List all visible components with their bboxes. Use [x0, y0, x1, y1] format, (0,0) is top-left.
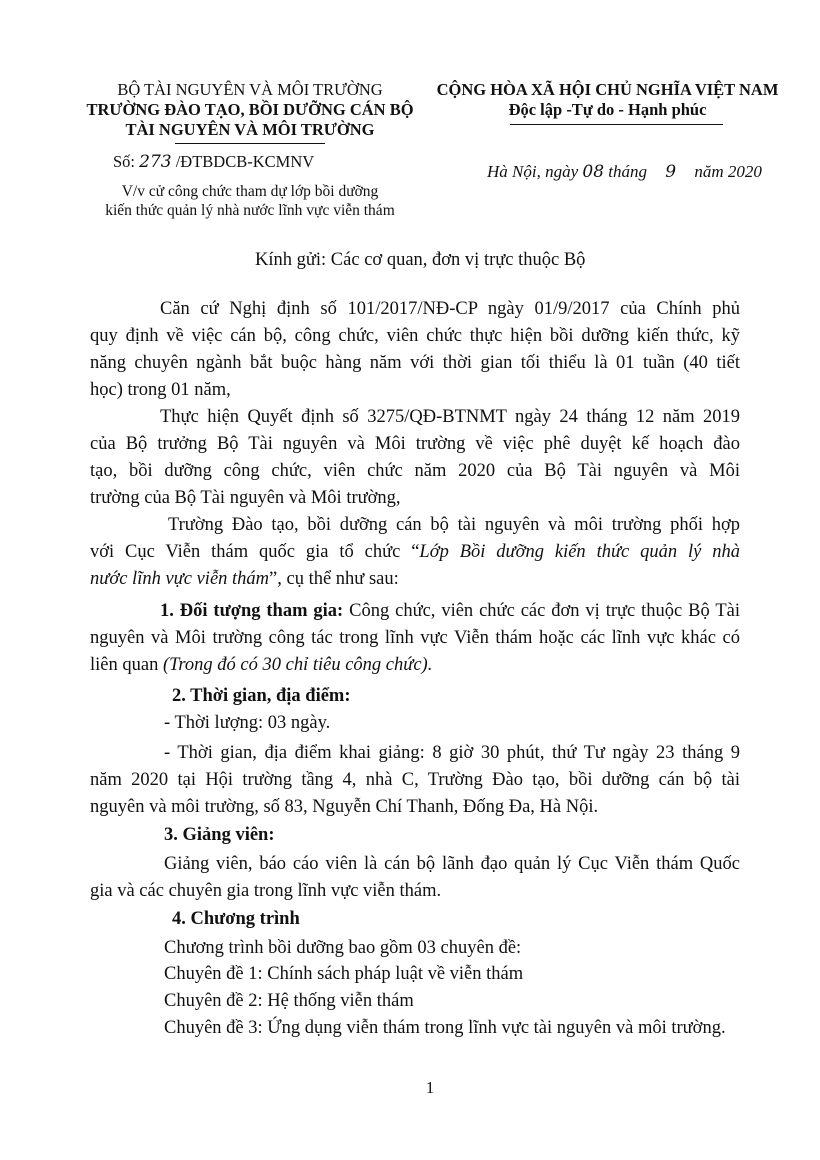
- number-value: 273: [139, 152, 172, 172]
- header-right-underline: [510, 124, 723, 125]
- p3-line3-plain: ”, cụ thể như sau:: [269, 569, 399, 589]
- section1-quota-note: (Trong đó có 30 chỉ tiêu công chức).: [162, 655, 433, 675]
- p2-line3: tạo, bồi dưỡng công chức, viên chức năm 2020 của Bộ Tài nguyên và Môi: [90, 461, 740, 481]
- number-prefix: Số:: [113, 152, 136, 171]
- national-motto: Độc lập -Tự do - Hạnh phúc: [508, 100, 707, 119]
- section2-opening-line2: năm 2020 tại Hội trường tầng 4, nhà C, Trường Đào tạo, bồi dưỡng cán bộ tài: [90, 770, 740, 790]
- subject-line1: V/v cử công chức tham dự lớp bồi dưỡng: [121, 183, 379, 200]
- date-day: 08: [582, 162, 605, 182]
- section4-intro: Chương trình bồi dưỡng bao gồm 03 chuyên đề:: [164, 938, 522, 958]
- section3-line2: gia và các chuyên gia trong lĩnh vực viễn thám.: [90, 881, 442, 901]
- section4-heading: 4. Chương trình: [172, 909, 300, 929]
- section1-line1: [160, 598, 740, 625]
- p2-line4: trường của Bộ Tài nguyên và Môi trường,: [90, 488, 401, 508]
- section2-duration: - Thời lượng: 03 ngày.: [164, 713, 331, 733]
- p3-course-title-part2: nước lĩnh vực viễn thám: [90, 569, 270, 589]
- p3-course-title-part1: Lớp Bồi dưỡng kiến thức quản lý nhà: [419, 542, 741, 562]
- date-prefix: Hà Nội, ngày: [487, 162, 579, 181]
- p3-line1: Trường Đào tạo, bồi dưỡng cán bộ tài nguyên và môi trường phối hợp: [168, 515, 740, 535]
- country-name: CỘNG HÒA XÃ HỘI CHỦ NGHĨA VIỆT NAM: [436, 80, 779, 99]
- issue-date: [487, 162, 762, 182]
- date-year: năm 2020: [694, 162, 762, 181]
- salutation: Kính gửi: Các cơ quan, đơn vị trực thuộc Bộ: [255, 250, 586, 270]
- number-suffix: /ĐTBDCB-KCMNV: [175, 152, 315, 171]
- section2-heading: 2. Thời gian, địa điểm:: [172, 686, 351, 706]
- section2-opening-line1: - Thời gian, địa điểm khai giảng: 8 giờ 30 phút, thứ Tư ngày 23 tháng 9: [164, 743, 740, 763]
- section2-opening-line3: nguyên và môi trường, số 83, Nguyễn Chí Thanh, Đống Đa, Hà Nội.: [90, 797, 599, 817]
- section3-heading: 3. Giảng viên:: [164, 825, 275, 845]
- p1-line4: học) trong 01 năm,: [90, 380, 231, 400]
- ministry-name: BỘ TÀI NGUYÊN VÀ MÔI TRƯỜNG: [117, 80, 383, 99]
- date-month-label: tháng: [608, 162, 648, 181]
- header-left-underline: [175, 143, 325, 144]
- section4-topic-1: Chuyên đề 1: Chính sách pháp luật về viễn thám: [164, 964, 524, 984]
- page-number: 1: [425, 1078, 435, 1097]
- p3-line2-plain: với Cục Viễn thám quốc gia tổ chức “: [90, 542, 420, 562]
- section1-line1-rest: Công chức, viên chức các đơn vị trực thuộc Bộ Tài: [343, 601, 740, 621]
- section1-line3: [90, 652, 432, 679]
- p1-line2: quy định về việc cán bộ, công chức, viên chức thực hiện bồi dưỡng kiến thức, kỹ: [90, 326, 740, 346]
- section1-line2: nguyên và Môi trường công tác trong lĩnh vực Viễn thám hoặc các lĩnh vực khác có: [90, 628, 740, 648]
- school-name-line2: TÀI NGUYÊN VÀ MÔI TRƯỜNG: [125, 120, 375, 139]
- p1-line3: năng chuyên ngành bắt buộc hàng năm với thời gian tối thiểu là 01 tuần (40 tiết: [90, 353, 740, 373]
- p1-line1: Căn cứ Nghị định số 101/2017/NĐ-CP ngày 01/9/2017 của Chính phủ: [160, 299, 740, 319]
- section3-line1: Giảng viên, báo cáo viên là cán bộ lãnh đạo quản lý Cục Viễn thám Quốc: [164, 854, 740, 874]
- subject-line2: kiến thức quản lý nhà nước lĩnh vực viễn thám: [105, 202, 395, 219]
- section4-topic-3: Chuyên đề 3: Ứng dụng viễn thám trong lĩnh vực tài nguyên và môi trường.: [164, 1018, 726, 1038]
- p3-line2: [90, 539, 740, 566]
- section4-topic-2: Chuyên đề 2: Hệ thống viễn thám: [164, 991, 414, 1011]
- school-name-line1: TRƯỜNG ĐÀO TẠO, BỒI DƯỠNG CÁN BỘ: [86, 100, 414, 119]
- p2-line2: của Bộ trưởng Bộ Tài nguyên và Môi trường về việc phê duyệt kế hoạch đào: [90, 434, 740, 454]
- p3-line3: [90, 566, 399, 593]
- section1-heading: 1. Đối tượng tham gia:: [160, 601, 344, 621]
- document-number: [113, 152, 314, 172]
- section1-line3-plain: liên quan: [90, 655, 163, 675]
- p2-line1: Thực hiện Quyết định số 3275/QĐ-BTNMT ngày 24 tháng 12 năm 2019: [160, 407, 740, 427]
- date-month: 9: [665, 162, 677, 182]
